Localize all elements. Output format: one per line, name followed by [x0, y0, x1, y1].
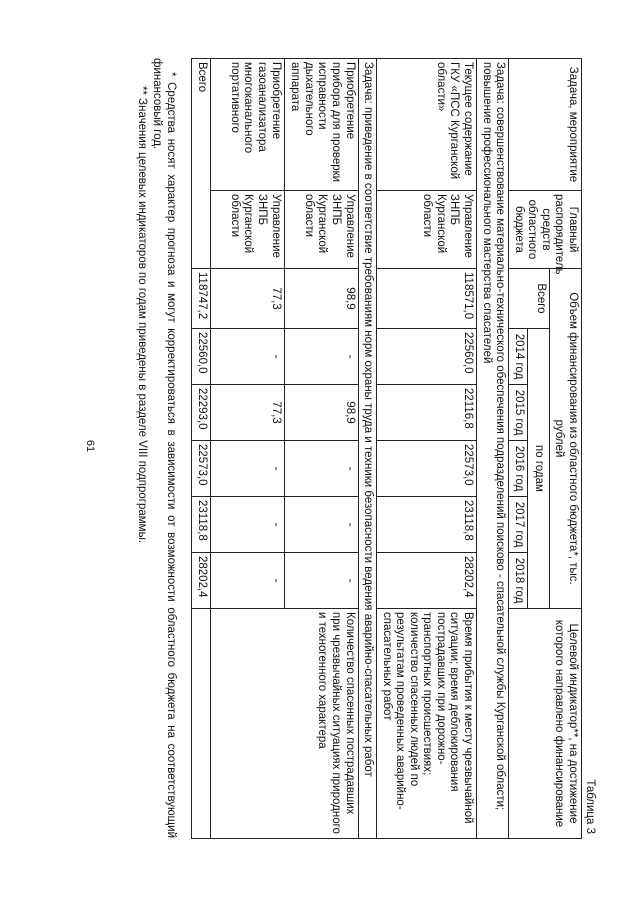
- year-cell: 22116,8: [377, 385, 477, 441]
- header-year: 2016 год: [509, 441, 528, 497]
- year-cell: 77,3: [210, 385, 284, 441]
- funding-table: [191, 58, 582, 839]
- year-cell: -: [210, 441, 284, 497]
- header-task: Задача, мероприятие: [509, 59, 582, 191]
- totals-empty-cell: [192, 609, 211, 839]
- activity-cell: Приобретение газоанализатора многоканального портативного: [210, 59, 284, 191]
- activity-cell: Приобретение прибора для проверки исправности дыхательного аппарата: [284, 59, 358, 191]
- totals-row: [192, 59, 211, 839]
- year-cell: -: [210, 329, 284, 385]
- year-cell: 98,9: [284, 385, 358, 441]
- page-number: 61: [84, 439, 96, 453]
- year-cell: -: [210, 553, 284, 609]
- rotated-page-content: [126, 58, 596, 838]
- task-row: [358, 59, 377, 839]
- total-cell: 118571,0: [377, 269, 477, 329]
- year-cell: -: [284, 497, 358, 553]
- header-year: 2017 год: [509, 497, 528, 553]
- totals-year: 22560,0: [192, 329, 211, 385]
- header-year: 2015 год: [509, 385, 528, 441]
- year-cell: 22573,0: [377, 441, 477, 497]
- header-administrator: Главный распорядитель средств областного бюджета: [509, 191, 582, 269]
- header-total: Всего: [509, 269, 550, 329]
- footnotes: [135, 58, 178, 838]
- administrator-cell: Управление ЗНПБ Курганской области: [284, 191, 358, 269]
- task-text: Задача: совершенствование материально-технического обеспечения подразделений поисково - спасательной службы Курганской области; повышение профессионального мастерства спасателей: [477, 59, 509, 839]
- header-funding: Объем финансирования из областного бюджета*, тыс. рублей: [549, 269, 581, 609]
- indicator-cell: Количество спасенных пострадавших при чрезвычайных ситуациях природного и техногенного характера: [210, 609, 358, 839]
- footnote-funding: * Средства носят характер прогноза и могут корректироваться в зависимости от возможности областного бюджета на соответствующий финансовый год.: [150, 58, 177, 838]
- totals-total: 118747,2: [192, 269, 211, 329]
- header-year: 2014 год: [509, 329, 528, 385]
- totals-year: 23118,8: [192, 497, 211, 553]
- totals-year: 22293,0: [192, 385, 211, 441]
- year-cell: -: [284, 553, 358, 609]
- year-cell: 23118,8: [377, 497, 477, 553]
- year-cell: -: [284, 441, 358, 497]
- header-year: 2018 год: [509, 553, 528, 609]
- table-label: Таблица 3: [584, 779, 596, 834]
- header-indicator: Целевой индикатор**, на достижение которого направлено финансирование: [509, 609, 582, 839]
- year-cell: 22560,0: [377, 329, 477, 385]
- header-row-1: [549, 59, 581, 839]
- activity-cell: Текущее содержание ГКУ «ПСС Курганской области»: [377, 59, 477, 191]
- footnote-indicators: ** Значения целевых индикаторов по годам приведены в разделе VIII подпрограммы.: [136, 86, 149, 544]
- indicator-cell: Время прибытия к месту чрезвычайной ситуации; время деблокирования пострадавших при дорожно-транспортных происшествиях; количество спасенных людей по результатам проведенных аварийно-спасательных работ: [377, 609, 477, 839]
- totals-year: 22573,0: [192, 441, 211, 497]
- table-row: [377, 59, 477, 839]
- task-text: Задача: приведение в соответствие требованиям норм охраны труда и техники безопасности ведения аварийно-спасательных работ: [358, 59, 377, 839]
- year-cell: 28202,4: [377, 553, 477, 609]
- header-by-years: по годам: [527, 329, 549, 609]
- table-row: [284, 59, 358, 839]
- year-cell: -: [210, 497, 284, 553]
- totals-year: 28202,4: [192, 553, 211, 609]
- total-cell: 77,3: [210, 269, 284, 329]
- administrator-cell: Управление ЗНПБ Курганской области: [210, 191, 284, 269]
- year-cell: -: [284, 329, 358, 385]
- total-cell: 98,9: [284, 269, 358, 329]
- administrator-cell: Управление ЗНПБ Курганской области: [377, 191, 477, 269]
- task-row: [477, 59, 509, 839]
- totals-label: Всего: [192, 59, 211, 269]
